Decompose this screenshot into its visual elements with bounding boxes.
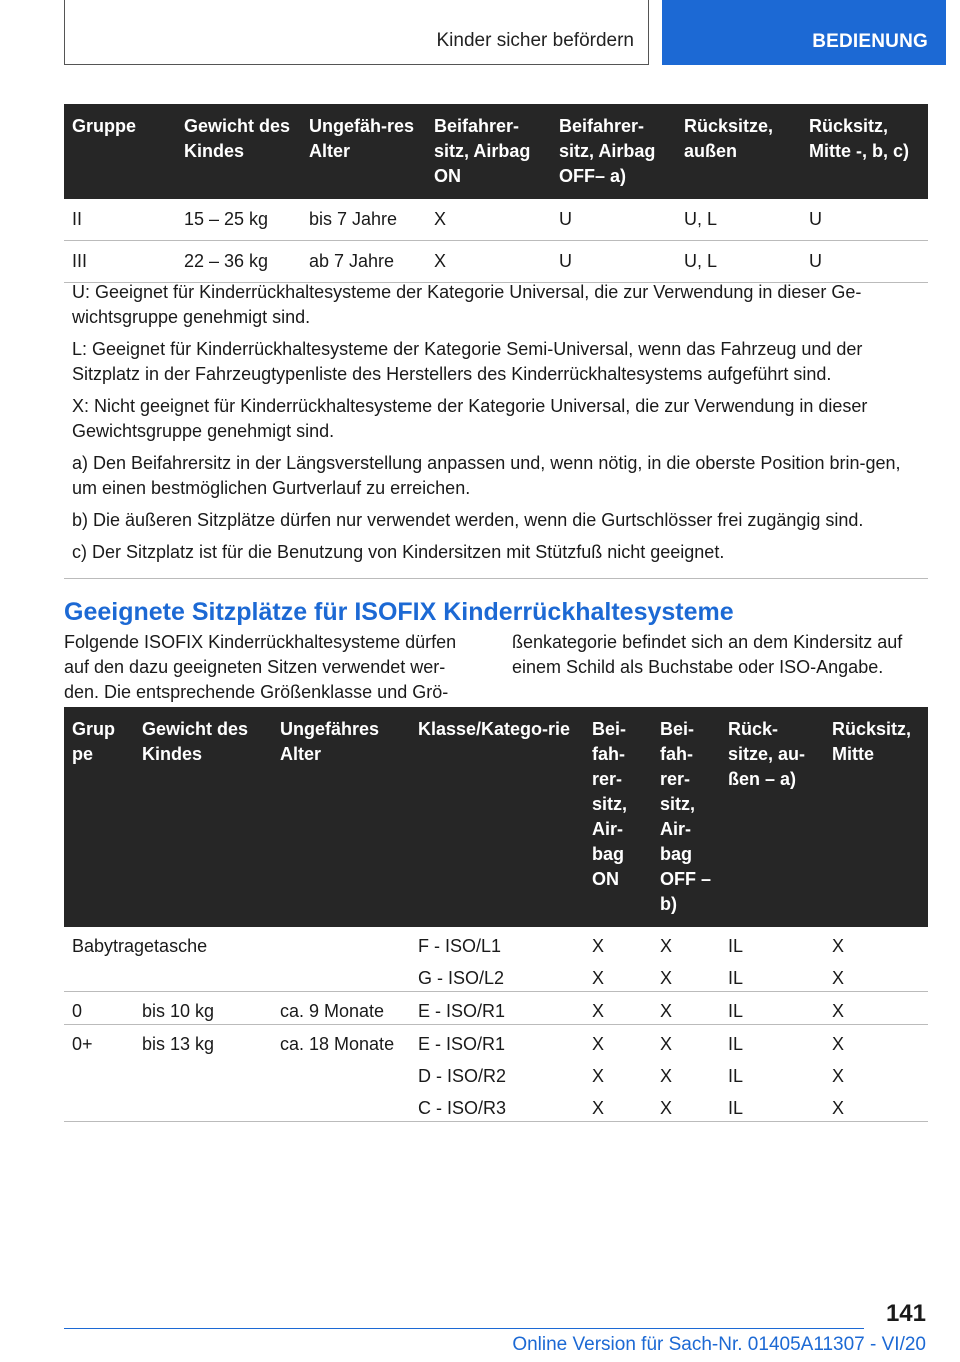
header-cell: Grup pe <box>64 707 134 927</box>
header-chapter-box <box>662 0 946 65</box>
table-cell: U, L <box>676 241 801 283</box>
table-cell <box>584 992 652 1025</box>
table-cell <box>720 927 824 992</box>
table-cell <box>652 992 720 1025</box>
group-label: 0 <box>72 1001 83 1021</box>
header-cell: Bei-fah-rer-sitz, Air-bag ON <box>584 707 652 927</box>
class-value: E - ISO/R1 <box>418 1001 506 1021</box>
header-section-title: Kinder sicher befördern <box>436 30 634 51</box>
group-label: Babytragetasche <box>72 936 208 956</box>
cell-value: X <box>592 968 605 988</box>
table-row <box>64 1025 928 1122</box>
note-u: U: Geeignet für Kinderrückhaltesysteme der Kategorie Universal, die zur Verwendung in dieser Ge-wichtsgruppe genehmigt sind. <box>72 282 862 327</box>
table-cell: U <box>551 199 676 241</box>
cell-value: X <box>660 1066 673 1086</box>
cell-value: IL <box>728 1098 744 1118</box>
cell-value: X <box>832 1066 845 1086</box>
cell-value: X <box>660 936 673 956</box>
table-cell <box>824 992 928 1025</box>
header-chapter-title: BEDIENUNG <box>812 31 928 52</box>
table-cell <box>64 992 134 1025</box>
table-cell: U, L <box>676 199 801 241</box>
header-cell: Bei-fah-rer-sitz, Air-bag OFF – b) <box>652 707 720 927</box>
cell-value: IL <box>728 1034 744 1054</box>
note-x: X: Nicht geeignet für Kinderrückhaltesysteme der Kategorie Universal, die zur Verwendung in dieser Gewichtsgruppe genehmigt sind. <box>72 396 868 441</box>
table-cell: U <box>801 241 928 283</box>
cell-value: X <box>832 936 845 956</box>
table-cell: X <box>426 199 551 241</box>
isofix-table-header <box>64 707 928 927</box>
table-cell <box>410 927 584 992</box>
cell-value: X <box>592 1001 605 1021</box>
table-cell <box>652 927 720 992</box>
table-cell: bis 7 Jahre <box>301 199 426 241</box>
table-cell: U <box>551 241 676 283</box>
weight-value: bis 13 kg <box>142 1034 215 1054</box>
table-cell <box>64 1025 134 1122</box>
table-cell <box>824 1025 928 1122</box>
header-cell: Rücksitze, außen <box>676 104 801 199</box>
class-value: F - ISO/L1 <box>418 936 502 956</box>
section-intro-left: Folgende ISOFIX Kinderrückhaltesysteme dürfen auf den dazu geeigneten Sitzen verwendet wer-den. Die entsprechende Größenklasse und Grö- <box>64 632 457 702</box>
note-b: b) Die äußeren Sitzplätze dürfen nur verwendet werden, wenn die Gurtschlösser frei zugängig sind. <box>72 510 864 530</box>
header-cell: Beifahrer-sitz, Airbag ON <box>426 104 551 199</box>
table-cell: X <box>426 241 551 283</box>
header-section-box <box>64 0 649 65</box>
table-cell <box>64 927 410 992</box>
header-cell: Ungefähres Alter <box>272 707 410 927</box>
cell-value: X <box>832 1098 845 1118</box>
cell-value: IL <box>728 968 744 988</box>
section-title: Geeignete Sitzplätze für ISOFIX Kinderrückhaltesysteme <box>64 598 734 626</box>
class-value: G - ISO/L2 <box>418 968 505 988</box>
table-cell <box>134 992 272 1025</box>
cell-value: X <box>832 1034 845 1054</box>
table-cell: U <box>801 199 928 241</box>
cell-value: X <box>832 1001 845 1021</box>
page-number: 141 <box>885 1300 926 1327</box>
cell-value: X <box>592 936 605 956</box>
cell-value: IL <box>728 1066 744 1086</box>
weight-value: bis 10 kg <box>142 1001 215 1021</box>
age-value: ca. 9 Monate <box>280 1001 385 1021</box>
cell-value: X <box>592 1034 605 1054</box>
table-cell <box>720 1025 824 1122</box>
table-row <box>64 927 928 992</box>
cell-value: X <box>660 1034 673 1054</box>
table-cell <box>652 1025 720 1122</box>
table-cell <box>410 1025 584 1122</box>
cell-value: X <box>660 1098 673 1118</box>
table-row <box>64 199 928 241</box>
header-cell: Rücksitz, Mitte <box>824 707 928 927</box>
table-cell: 15 – 25 kg <box>176 199 301 241</box>
cell-value: IL <box>728 1001 744 1021</box>
table-cell <box>720 992 824 1025</box>
cell-value: X <box>660 1001 673 1021</box>
table-cell <box>584 927 652 992</box>
isofix-table <box>64 707 928 1122</box>
footer-online-version: Online Version für Sach-Nr. 01405A11307 - VI/20 <box>512 1334 926 1355</box>
cell-value: X <box>592 1066 605 1086</box>
header-cell: Gruppe <box>64 104 176 199</box>
header-cell: Beifahrer-sitz, Airbag OFF– a) <box>551 104 676 199</box>
note-c: c) Der Sitzplatz ist für die Benutzung von Kindersitzen mit Stützfuß nicht geeignet. <box>72 542 725 562</box>
header-cell: Rück-sitze, au-ßen – a) <box>720 707 824 927</box>
table-row <box>64 992 928 1025</box>
class-value: E - ISO/R1 <box>418 1034 506 1054</box>
group-label: 0+ <box>72 1034 93 1054</box>
header-cell: Gewicht des Kindes <box>176 104 301 199</box>
header-cell: Gewicht des Kindes <box>134 707 272 927</box>
note-a: a) Den Beifahrersitz in der Längsverstellung anpassen und, wenn nötig, in die oberste Position brin-gen, um einen bestmöglichen Gurtverlauf zu erreichen. <box>72 453 901 498</box>
age-value: ca. 18 Monate <box>280 1034 395 1054</box>
group-table <box>64 104 928 283</box>
table-notes <box>64 272 928 579</box>
table-cell <box>584 1025 652 1122</box>
cell-value: IL <box>728 936 744 956</box>
section-intro-right: ßenkategorie befindet sich an dem Kindersitz auf einem Schild als Buchstabe oder ISO-Angabe. <box>512 632 903 677</box>
footer-divider <box>64 1328 864 1329</box>
header-cell: Rücksitz, Mitte -, b, c) <box>801 104 928 199</box>
table-cell: ab 7 Jahre <box>301 241 426 283</box>
group-table-header <box>64 104 928 199</box>
cell-value: X <box>592 1098 605 1118</box>
class-value: C - ISO/R3 <box>418 1098 507 1118</box>
table-cell <box>134 1025 272 1122</box>
table-cell: 22 – 36 kg <box>176 241 301 283</box>
table-cell <box>824 927 928 992</box>
header-cell: Ungefäh-res Alter <box>301 104 426 199</box>
cell-value: X <box>660 968 673 988</box>
table-cell <box>272 992 410 1025</box>
class-value: D - ISO/R2 <box>418 1066 507 1086</box>
table-cell: II <box>64 199 176 241</box>
note-l: L: Geeignet für Kinderrückhaltesysteme der Kategorie Semi-Universal, wenn das Fahrzeug und der Sitzplatz in der Fahrzeugtypenliste des Herstellers des Kinderrückhaltesystems aufgeführt sind. <box>72 339 863 384</box>
table-cell: III <box>64 241 176 283</box>
header-cell: Klasse/Katego-rie <box>410 707 584 927</box>
table-cell <box>272 1025 410 1122</box>
table-cell <box>410 992 584 1025</box>
cell-value: X <box>832 968 845 988</box>
